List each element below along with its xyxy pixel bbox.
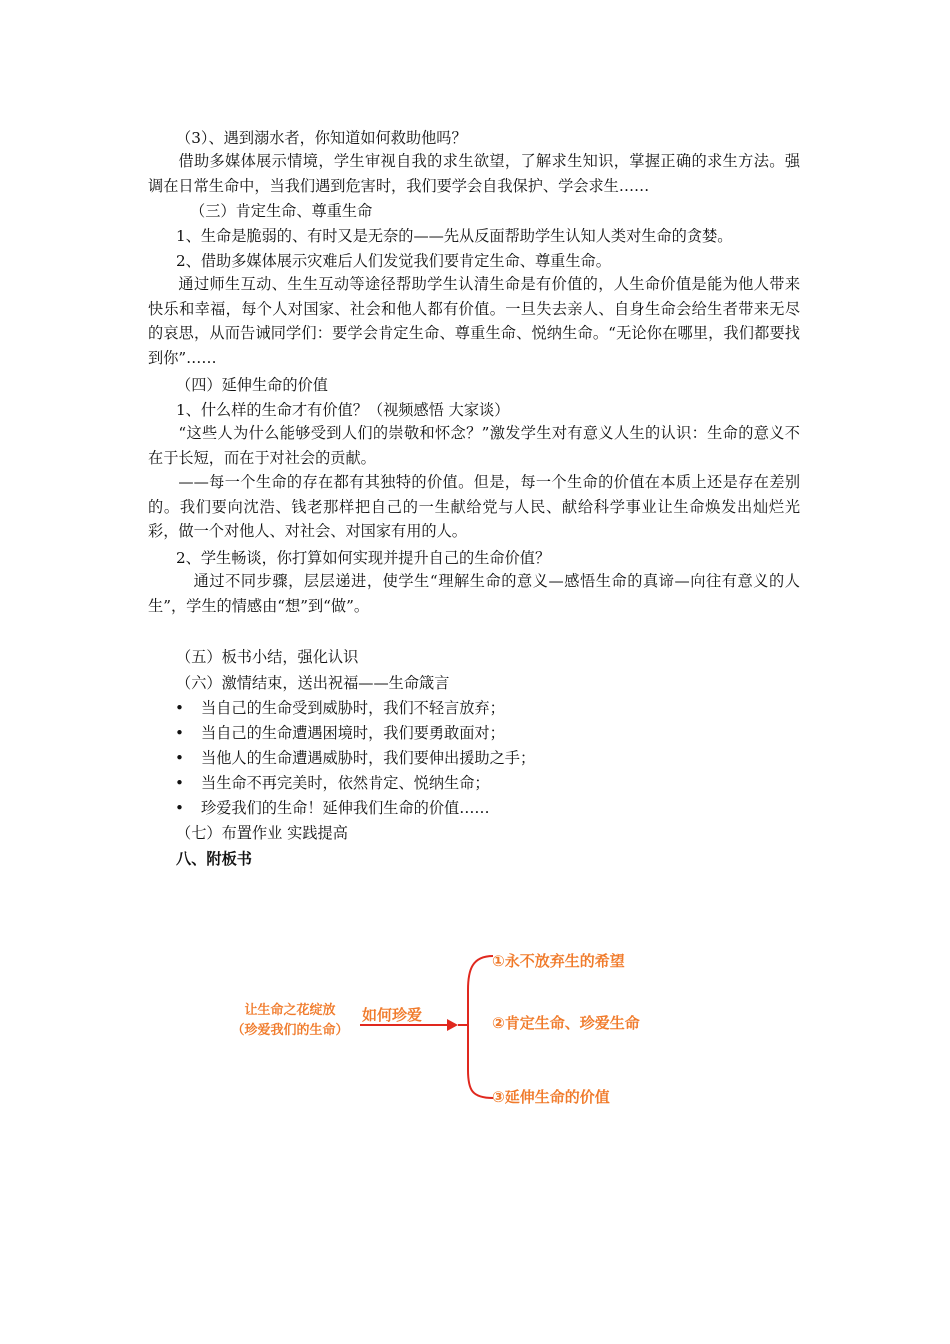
bullet-item	[175, 697, 505, 719]
section-5-heading: （五）板书小结，强化认识	[176, 648, 359, 666]
diagram-arrow-head	[447, 1019, 458, 1031]
section-3-item-1: 1、生命是脆弱的、有时又是无奈的——先从反面帮助学生认知人类对生命的贪婪。	[176, 227, 733, 245]
diagram-title-line1: 让生命之花绽放	[244, 1003, 336, 1018]
diagram-branch-3: ③延伸生命的价值	[492, 1088, 610, 1106]
section-4-item-1: 1、什么样的生命才有价值？（视频感悟 大家谈）	[176, 401, 510, 419]
section-7-heading: （七）布置作业 实践提高	[176, 824, 348, 842]
diagram-branch-1: ①永不放弃生的希望	[492, 952, 625, 970]
diagram-brace	[468, 956, 493, 1098]
question-3: （3）、遇到溺水者，你知道如何救助他吗？	[176, 129, 467, 147]
section-4-heading: （四）延伸生命的价值	[176, 376, 328, 394]
section-3-item-2: 2、借助多媒体展示灾难后人们发觉我们要肯定生命、尊重生命。	[176, 252, 611, 270]
bullet-text: 当自己的生命受到威胁时，我们不轻言放弃；	[201, 699, 505, 717]
bullet-dot: •	[175, 724, 184, 742]
paragraph-value: ——每一个生命的存在都有其独特的价值。但是，每一个生命的价值在本质上还是存在差别的。我们要向沈浩、钱老那样把自己的一生献给党与人民、献给科学事业让生命焕发出灿烂光彩，做一个对他人、对社会、对国家有用的人。	[148, 473, 800, 541]
bullet-item	[175, 772, 490, 794]
board-diagram	[0, 930, 950, 1130]
diagram-branch-2: ②肯定生命、珍爱生命	[492, 1014, 640, 1032]
bullet-dot: •	[175, 749, 184, 767]
bullet-dot: •	[175, 699, 184, 717]
diagram-title-line2: （珍爱我们的生命）	[231, 1023, 349, 1038]
bullet-text: 当自己的生命遭遇困境时，我们要勇敢面对；	[201, 724, 505, 742]
bullet-item	[175, 722, 505, 744]
section-6-heading: （六）激情结束，送出祝福——生命箴言	[176, 674, 450, 692]
paragraph-survival: 借助多媒体展示情境，学生审视自我的求生欲望，了解求生知识，掌握正确的求生方法。强调在日常生命中，当我们遇到危害时，我们要学会自我保护、学会求生……	[148, 152, 800, 195]
paragraph-steps: 通过不同步骤，层层递进，使学生“理解生命的意义—感悟生命的真谛—向往有意义的人生”，学生的情感由“想”到“做”。	[148, 572, 800, 615]
paragraph-meaning: “这些人为什么能够受到人们的崇敬和怀念？”激发学生对有意义人生的认识：生命的意义不在于长短，而在于对社会的贡献。	[148, 424, 800, 467]
section-8-heading: 八、附板书	[176, 850, 252, 868]
section-3-heading: （三）肯定生命、尊重生命	[190, 202, 373, 220]
bullet-dot: •	[175, 774, 184, 792]
bullet-text: 当他人的生命遭遇威胁时，我们要伸出援助之手；	[201, 749, 536, 767]
section-4-item-2: 2、学生畅谈，你打算如何实现并提升自己的生命价值？	[176, 549, 551, 567]
bullet-text: 珍爱我们的生命！延伸我们生命的价值……	[201, 799, 490, 817]
diagram-connector-label: 如何珍爱	[362, 1006, 423, 1024]
bullet-item	[175, 797, 490, 819]
bullet-text: 当生命不再完美时，依然肯定、悦纳生命；	[201, 774, 490, 792]
bullet-item	[175, 747, 535, 769]
bullet-dot: •	[175, 799, 184, 817]
paragraph-respect-life: 通过师生互动、生生互动等途径帮助学生认清生命是有价值的，人生命价值是能为他人带来快乐和幸福，每个人对国家、社会和他人都有价值。一旦失去亲人、自身生命会给生者带来无尽的哀思，从而告诫同学们：要学会肯定生命、尊重生命、悦纳生命。“无论你在哪里，我们都要找到你”……	[148, 275, 800, 367]
